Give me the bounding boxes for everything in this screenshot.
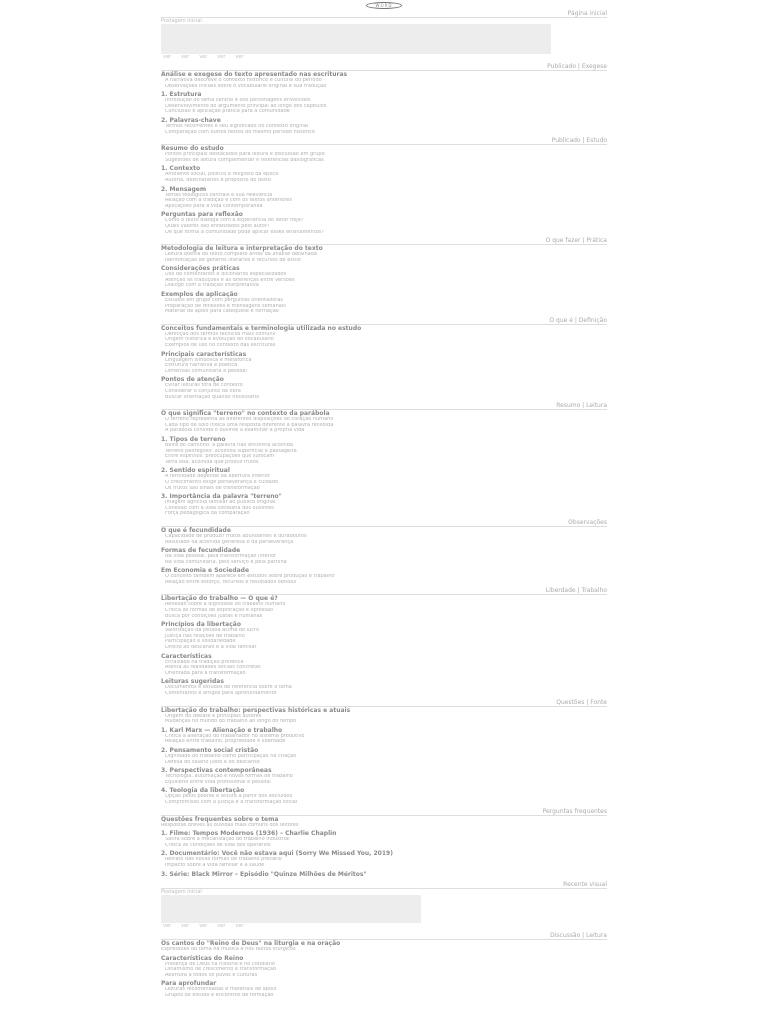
section-line: A fertilidade depende da abertura interior <box>165 474 270 480</box>
section-line: Linguagem simbólica e metafórica <box>165 357 252 363</box>
content-section <box>161 519 607 545</box>
section-line: Terra boa: acolhida que produz frutos <box>165 459 259 465</box>
section-heading: Análise e exegese do texto apresentado nas escrituras <box>161 71 348 78</box>
section-line: Capacidade de produzir frutos abundantes e duradouros <box>165 533 307 539</box>
content-section <box>161 871 607 878</box>
section-line: Na vida pessoal, pela transformação interior <box>165 554 277 560</box>
section-line: Conexão com a vida cotidiana dos ouvintes <box>165 505 274 511</box>
section-line: Autoria, destinatários e propósito do texto <box>165 177 271 183</box>
share-row <box>161 55 607 60</box>
section-heading: Principais características <box>161 350 247 358</box>
section-line: Uso de comentários e dicionários especializados <box>165 272 287 278</box>
section-line: Documentos e estudos de referência sobre o tema <box>165 685 292 691</box>
section-line: Na vida comunitária, pelo serviço e pela partilha <box>165 559 287 565</box>
section-heading: Formas de fecundidade <box>161 547 241 555</box>
content-section <box>161 621 607 650</box>
content-section <box>161 932 607 953</box>
section-line: Orientada para a transformação <box>165 670 246 676</box>
section-line: Cada tipo de solo indica uma resposta diferente à palavra recebida <box>165 422 334 428</box>
section-right-label[interactable]: O que fazer | Prática <box>161 237 607 245</box>
content-section <box>161 547 607 565</box>
section-heading: Resumo do estudo <box>161 145 224 153</box>
card-right-label[interactable]: Recente visual <box>161 881 607 889</box>
share-link[interactable]: ver <box>181 54 190 60</box>
content-section <box>161 808 607 829</box>
content-section <box>161 467 607 491</box>
section-line: Imagem agrícola familiar ao público original <box>165 500 276 506</box>
section-heading: Libertação do trabalho: perspectivas históricas e atuais <box>161 706 351 714</box>
content-section <box>161 436 607 465</box>
section-line: Grupos de estudo e encontros de formação <box>165 992 274 998</box>
section-heading: Conceitos fundamentais e terminologia utilizada no estudo <box>161 324 362 332</box>
share-link[interactable]: ver <box>199 54 208 60</box>
section-line: Dinamismo de crescimento e transformação <box>165 967 277 973</box>
section-line: Desenvolvimento do argumento principal ao longo dos capítulos <box>165 103 327 109</box>
section-heading: Perguntas para reflexão <box>161 211 243 219</box>
section-right-label[interactable]: Liberdade | Trabalho <box>161 587 607 595</box>
section-line: Atenta às realidades sociais concretas <box>165 665 261 671</box>
share-link[interactable]: ver <box>181 923 190 929</box>
section-line: Resultado da acolhida generosa e da perseverança <box>165 539 294 545</box>
card-right-label[interactable]: Página inicial <box>161 10 607 18</box>
section-line: Relação com a tradição e com os textos anteriores <box>165 198 292 204</box>
content-section <box>161 767 607 785</box>
section-heading: Leituras sugeridas <box>161 678 224 686</box>
section-line: Defesa do salário justo e do descanso <box>165 759 260 765</box>
section-line: Participação e solidariedade <box>165 639 236 645</box>
share-link[interactable]: ver <box>163 54 172 60</box>
content-section <box>161 237 607 263</box>
section-line: Relação entre esforço, recursos e resultados obtidos <box>165 579 297 585</box>
section-line: Material de apoio para catequese e formação <box>165 309 279 315</box>
share-link[interactable]: ver <box>217 54 226 60</box>
section-heading: Exemplos de aplicação <box>161 291 238 299</box>
content-section <box>161 63 607 89</box>
section-line: Abertura a todos os povos e culturas <box>165 972 258 978</box>
content-section <box>161 376 607 400</box>
section-line: Beira do caminho: a palavra não encontra acolhida <box>165 442 294 448</box>
section-heading: Para aprofundar <box>161 980 217 988</box>
content-section <box>161 727 607 745</box>
section-line: Terreno pedregoso: acolhida superficial e passageira <box>165 448 297 454</box>
content-section <box>161 291 607 315</box>
section-line: Sugestões de leitura complementar e referências bibliográficas <box>165 157 324 163</box>
content-section <box>161 91 607 115</box>
section-line: Impacto sobre a vida familiar e a saúde <box>165 862 265 868</box>
post-card <box>161 881 607 1001</box>
section-line: O conceito também aparece em estudos sobre produção e trabalho <box>165 574 335 580</box>
section-line: Reflexão sobre a dignidade do trabalho humano <box>165 602 286 608</box>
section-line: Enraizada na tradição profética <box>165 659 244 665</box>
section-heading: 1. Tipos de terreno <box>161 435 226 443</box>
section-heading: 1. Filme: Tempos Modernos (1936) – Charlie Chaplin <box>161 830 337 838</box>
section-line: Dignidade do trabalho como participação na criação <box>165 753 297 759</box>
section-right-label[interactable]: Observações <box>161 519 607 527</box>
section-right-label[interactable]: Questões | Fonte <box>161 699 607 707</box>
section-heading: Características <box>161 652 212 660</box>
section-line: Leitura atenta do texto completo antes da análise detalhada <box>165 252 317 258</box>
content-section <box>161 653 607 677</box>
logo-text: WORD <box>375 2 393 8</box>
share-row <box>161 924 607 929</box>
section-heading: Libertação do trabalho — O que é? <box>161 595 278 603</box>
content-section <box>161 980 607 998</box>
section-line: Presença de Deus na história e no cotidiano <box>165 961 275 967</box>
section-right-label[interactable]: Resumo | Leitura <box>161 402 607 410</box>
section-line: Valorização da pessoa acima do lucro <box>165 628 259 634</box>
section-heading: 4. Teologia da libertação <box>161 787 245 795</box>
section-line: Pontos principais destacados para leitura e discussão em grupo <box>165 152 325 158</box>
share-link[interactable]: ver <box>217 923 226 929</box>
section-right-label[interactable]: Discussão | Leitura <box>161 932 607 940</box>
section-line: Comentários e artigos para aprofundamento <box>165 691 277 696</box>
section-line: Crítica à alienação do trabalhador no sistema produtivo <box>165 733 305 739</box>
section-line: Crítica às condições de vida dos operários <box>165 842 271 848</box>
section-line: Introdução do tema central e dos personagens envolvidos <box>165 98 311 104</box>
section-heading: O que é fecundidade <box>161 526 231 534</box>
section-line: Expressões do tema na música e nos textos litúrgicos <box>161 947 296 952</box>
content-section <box>161 186 607 210</box>
section-line: Comparação com outros textos do mesmo período histórico <box>165 129 315 135</box>
image-placeholder <box>161 24 551 54</box>
content-section <box>161 137 607 163</box>
section-line: Quais valores são enfatizados pelo autor? <box>165 223 270 229</box>
section-line: Observações iniciais sobre o vocabulário original e sua tradução <box>165 83 327 89</box>
share-link[interactable]: ver <box>235 923 244 929</box>
section-line: A narrativa descreve o contexto histórico e cultural do período <box>165 78 322 83</box>
content-section <box>161 678 607 696</box>
content-section <box>161 265 607 289</box>
content-section <box>161 587 607 619</box>
section-line: Evitar leituras fora de contexto <box>165 383 243 389</box>
content-section <box>161 165 607 183</box>
content-section <box>161 955 607 979</box>
section-right-label[interactable]: Publicado | Exegese <box>161 63 607 71</box>
section-line: Definição dos termos técnicos mais comuns <box>165 331 276 337</box>
content-section <box>161 493 607 517</box>
section-heading: Características do Reino <box>161 954 244 962</box>
content-section <box>161 850 607 868</box>
card-small-label: Postagem inicial <box>161 889 202 895</box>
section-line: Estrutura narrativa e poética <box>165 363 238 369</box>
section-heading: Em Economia e Sociedade <box>161 567 250 575</box>
section-heading: 3. Perspectivas contemporâneas <box>161 767 272 775</box>
section-line: Força pedagógica da comparação <box>165 511 250 517</box>
post-card <box>161 10 607 877</box>
section-line: Dimensão comunitária e pessoal <box>165 368 247 374</box>
section-line: Diálogo com a tradição interpretativa <box>165 283 259 289</box>
section-line: Sátira sobre a mecanização do trabalho industrial <box>165 837 290 843</box>
section-heading: 1. Karl Marx — Alienação e trabalho <box>161 726 283 734</box>
section-heading: Pontos de atenção <box>161 376 224 384</box>
section-right-label[interactable]: Publicado | Estudo <box>161 137 607 145</box>
section-line: Tecnologia, automação e novas formas de trabalho <box>165 774 293 780</box>
section-right-label[interactable]: Perguntas frequentes <box>161 808 607 816</box>
section-line: Como o texto dialoga com a experiência do leitor hoje? <box>165 218 304 224</box>
section-line: O crescimento exige perseverança e cuidado <box>165 479 279 485</box>
content-column <box>161 10 607 1001</box>
section-line: Temas teológicos centrais e sua relevância <box>165 192 273 198</box>
share-link[interactable]: ver <box>235 54 244 60</box>
section-line: Equilíbrio entre vida profissional e pessoal <box>165 779 271 785</box>
section-line: Atenção às traduções e às diferenças entre versões <box>165 277 295 283</box>
section-line: Os frutos são sinais de transformação <box>165 485 260 491</box>
section-heading: 3. Importância da palavra "terreno" <box>161 493 282 501</box>
share-link[interactable]: ver <box>199 923 208 929</box>
content-section <box>161 567 607 585</box>
section-line: A parábola convida o ouvinte a examinar a própria vida <box>165 428 305 434</box>
section-line: Conclusão e aplicação prática para a comunidade <box>165 109 290 115</box>
section-right-label[interactable]: O que é | Definição <box>161 317 607 325</box>
content-section <box>161 402 607 434</box>
section-line: Respostas breves às dúvidas mais comuns dos leitores <box>161 822 299 828</box>
section-heading: Metodologia de leitura e interpretação do texto <box>161 245 323 253</box>
section-line: Opção pelos pobres e leitura a partir dos excluídos <box>165 794 293 800</box>
section-line: Mudanças no mundo do trabalho ao longo do tempo <box>165 719 297 725</box>
section-heading: 2. Pensamento social cristão <box>161 746 259 754</box>
content-section <box>161 830 607 848</box>
section-heading: 1. Contexto <box>161 165 201 173</box>
content-section <box>161 747 607 765</box>
section-heading: 1. Estrutura <box>161 91 202 99</box>
section-line: Considerar o conjunto da obra <box>165 389 241 394</box>
content-section <box>161 351 607 375</box>
section-line: Estudos em grupo com perguntas orientadoras <box>165 298 284 304</box>
share-link[interactable]: ver <box>163 923 172 929</box>
section-line: Origem do debate e principais autores <box>165 713 262 719</box>
section-heading: O que significa "terreno" no contexto da parábola <box>161 410 330 418</box>
section-heading: Princípios da libertação <box>161 621 241 629</box>
section-heading: 3. Série: Black Mirror – Episódio "Quinze Milhões de Méritos" <box>161 870 367 877</box>
section-line: Preparação de reflexões e mensagens semanais <box>165 303 286 309</box>
section-line: Entre espinhos: preocupações que sufocam <box>165 454 275 460</box>
section-line: Direito ao descanso e à vida familiar <box>165 645 257 651</box>
site-logo[interactable] <box>366 2 402 9</box>
section-line: Exemplos de uso no contexto das escrituras <box>165 343 276 349</box>
section-heading: 2. Palavras-chave <box>161 116 221 124</box>
section-line: Termos recorrentes e seu significado no contexto original <box>165 123 309 129</box>
section-line: De que forma a comunidade pode aplicar esses ensinamentos? <box>165 229 324 235</box>
section-line: Relação entre trabalho, propriedade e liberdade <box>165 739 286 745</box>
section-heading: Os cantos do "Reino de Deus" na liturgia e na oração <box>161 940 341 947</box>
section-heading: 2. Documentário: Você não estava aqui (Sorry We Missed You, 2019) <box>161 850 393 858</box>
card-small-label: Postagem inicial <box>161 18 202 24</box>
section-line: Identificação de gêneros literários e recursos de estilo <box>165 257 301 263</box>
image-placeholder <box>161 895 421 923</box>
section-line: Buscar orientação quando necessário <box>165 394 260 400</box>
section-heading: 2. Mensagem <box>161 185 207 193</box>
content-section <box>161 787 607 805</box>
section-line: Justiça nas relações de trabalho <box>165 633 245 639</box>
content-section <box>161 317 607 349</box>
section-line: Compromisso com a justiça e a transformação social <box>165 799 298 805</box>
section-line: Leituras recomendadas e materiais de apoio <box>165 987 277 993</box>
section-line: Origem histórica e evolução do vocabulário <box>165 337 274 343</box>
section-line: Crítica às formas de exploração e opressão <box>165 608 274 614</box>
section-line: Retrato das novas formas de trabalho precário <box>165 857 282 863</box>
section-line: Ambiente social, político e religioso da época <box>165 172 279 178</box>
content-section <box>161 699 607 725</box>
content-section <box>161 117 607 135</box>
section-heading: 2. Sentido espiritual <box>161 467 230 475</box>
section-line: Aplicações para a vida contemporânea <box>165 203 263 209</box>
section-heading: Questões frequentes sobre o tema <box>161 815 279 823</box>
content-section <box>161 211 607 235</box>
section-line: O terreno representa as diferentes disposições do coração humano <box>165 417 334 423</box>
section-heading: Considerações práticas <box>161 265 240 273</box>
section-line: Busca por condições justas e humanas <box>165 613 263 619</box>
